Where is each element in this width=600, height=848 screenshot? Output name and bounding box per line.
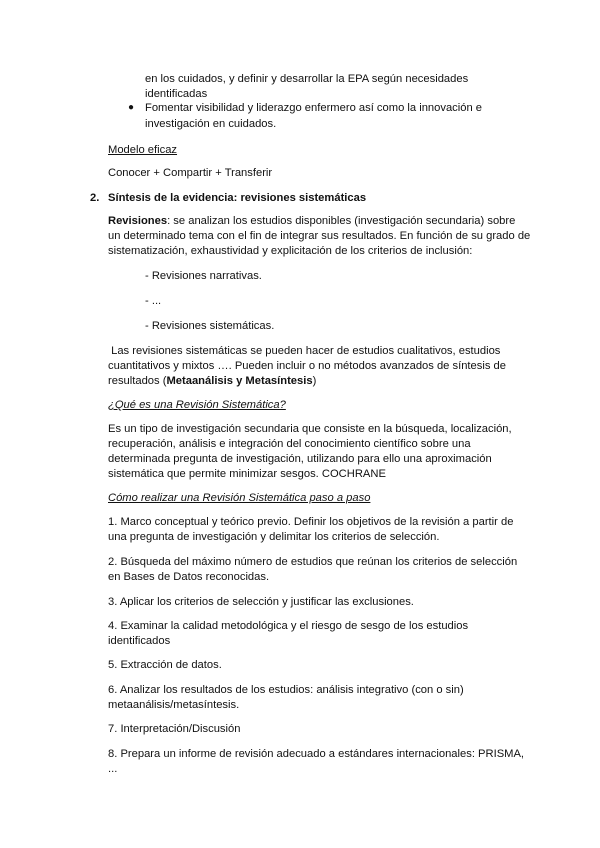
step-line: metaanálisis/metasíntesis.: [108, 699, 240, 711]
modelo-text: Conocer + Compartir + Transferir: [108, 167, 273, 179]
step-line: en Bases de Datos reconocidas.: [108, 571, 270, 583]
step-line: una pregunta de investigación y delimitar los criterios de selección.: [108, 531, 440, 543]
step-line: identificados: [108, 635, 171, 647]
que-es-line: sistemática que permite minimizar sesgos. COCHRANE: [108, 468, 386, 480]
bullet-item-line2: investigación en cuidados.: [145, 118, 277, 130]
definition-line3: sistematización, exhaustividad y explicitación de los criterios de inclusión:: [108, 245, 473, 257]
review-type-item: - Revisiones narrativas.: [145, 270, 262, 282]
section-number: 2.: [90, 192, 100, 204]
review-type-item: - Revisiones sistemáticas.: [145, 320, 275, 332]
definition-term: Revisiones: [108, 215, 168, 227]
step-line: 3. Aplicar los criterios de selección y justificar las exclusiones.: [108, 596, 414, 608]
step-line: 1. Marco conceptual y teórico previo. Definir los objetivos de la revisión a partir de: [108, 516, 514, 528]
paragraph-line3-pre: resultados (: [108, 375, 167, 387]
step-line: 6. Analizar los resultados de los estudios: análisis integrativo (con o sin): [108, 684, 464, 696]
step-line: 5. Extracción de datos.: [108, 659, 222, 671]
step-line: 4. Examinar la calidad metodológica y el riesgo de sesgo de los estudios: [108, 620, 469, 632]
paragraph-line1: Las revisiones sistemáticas se pueden hacer de estudios cualitativos, estudios: [108, 345, 501, 357]
que-es-heading: ¿Qué es una Revisión Sistemática?: [108, 399, 286, 411]
paragraph-line3-post: ): [312, 375, 317, 387]
paragraph-line3: [108, 374, 316, 388]
step-line: ...: [108, 763, 118, 775]
paragraph-line2: cuantitativos y mixtos …. Pueden incluir o no métodos avanzados de síntesis de: [108, 360, 506, 372]
definition-rest: : se analizan los estudios disponibles (investigación secundaria) sobre: [167, 215, 516, 227]
bullet-icon: ●: [128, 102, 135, 113]
review-type-item: - ...: [145, 295, 162, 307]
que-es-line: Es un tipo de investigación secundaria que consiste en la búsqueda, localización,: [108, 423, 512, 435]
definition-line1: [108, 214, 515, 228]
que-es-line: determinada pregunta de investigación, utilizando para ello una aproximación: [108, 453, 492, 465]
bullet-item-line1: Fomentar visibilidad y liderazgo enfermero así como la innovación e: [145, 102, 483, 114]
intro-continuation-line1: en los cuidados, y definir y desarrollar la EPA según necesidades: [145, 73, 469, 85]
step-line: 2. Búsqueda del máximo número de estudios que reúnan los criterios de selección: [108, 556, 518, 568]
paragraph-line3-bold: Metaanálisis y Metasíntesis: [166, 375, 313, 387]
definition-line2: un determinado tema con el fin de integrar sus resultados. En función de su grado de: [108, 230, 531, 242]
que-es-line: recuperación, análisis e integración del conocimiento científico sobre una: [108, 438, 471, 450]
intro-continuation-line2: identificadas: [145, 88, 208, 100]
step-line: 7. Interpretación/Discusión: [108, 723, 241, 735]
modelo-heading: Modelo eficaz: [108, 144, 178, 156]
como-heading: Cómo realizar una Revisión Sistemática paso a paso: [108, 492, 371, 504]
step-line: 8. Prepara un informe de revisión adecuado a estándares internacionales: PRISMA,: [108, 748, 525, 760]
section-title: Síntesis de la evidencia: revisiones sistemáticas: [108, 192, 367, 204]
